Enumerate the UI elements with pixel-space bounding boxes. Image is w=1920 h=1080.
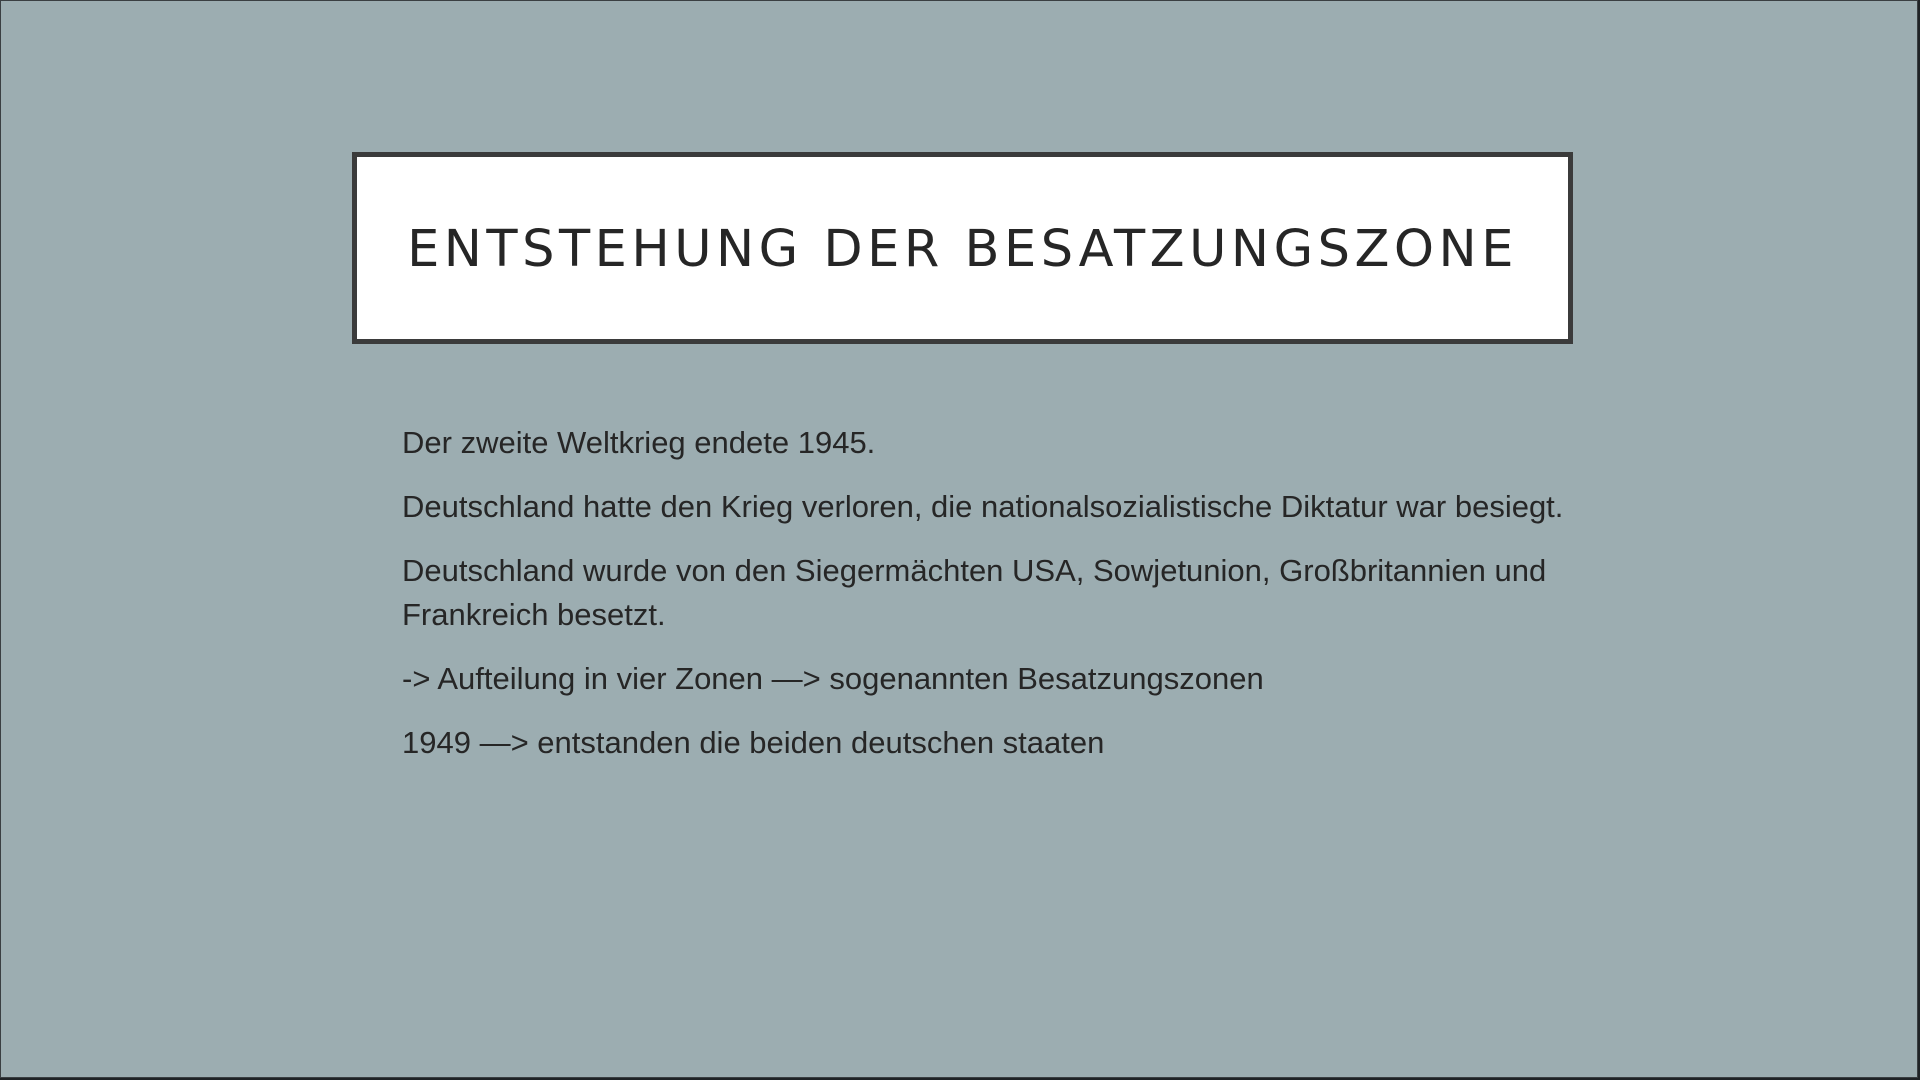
paragraph-2: Deutschland hatte den Krieg verloren, die nationalsozialistische Diktatur war besiegt. [402, 489, 1564, 524]
title-box [352, 152, 1573, 344]
paragraph-4: -> Aufteilung in vier Zonen —> sogenannten Besatzungszonen [402, 661, 1264, 696]
paragraph-1: Der zweite Weltkrieg endete 1945. [402, 425, 876, 460]
paragraph-3: Deutschland wurde von den Siegermächten USA, Sowjetunion, Großbritannien und Frankreich besetzt. [402, 553, 1547, 632]
paragraph-5: 1949 —> entstanden die beiden deutschen staaten [402, 725, 1105, 760]
slide-title: ENTSTEHUNG DER BESATZUNGSZONE [407, 219, 1518, 279]
slide-body [402, 421, 1572, 785]
